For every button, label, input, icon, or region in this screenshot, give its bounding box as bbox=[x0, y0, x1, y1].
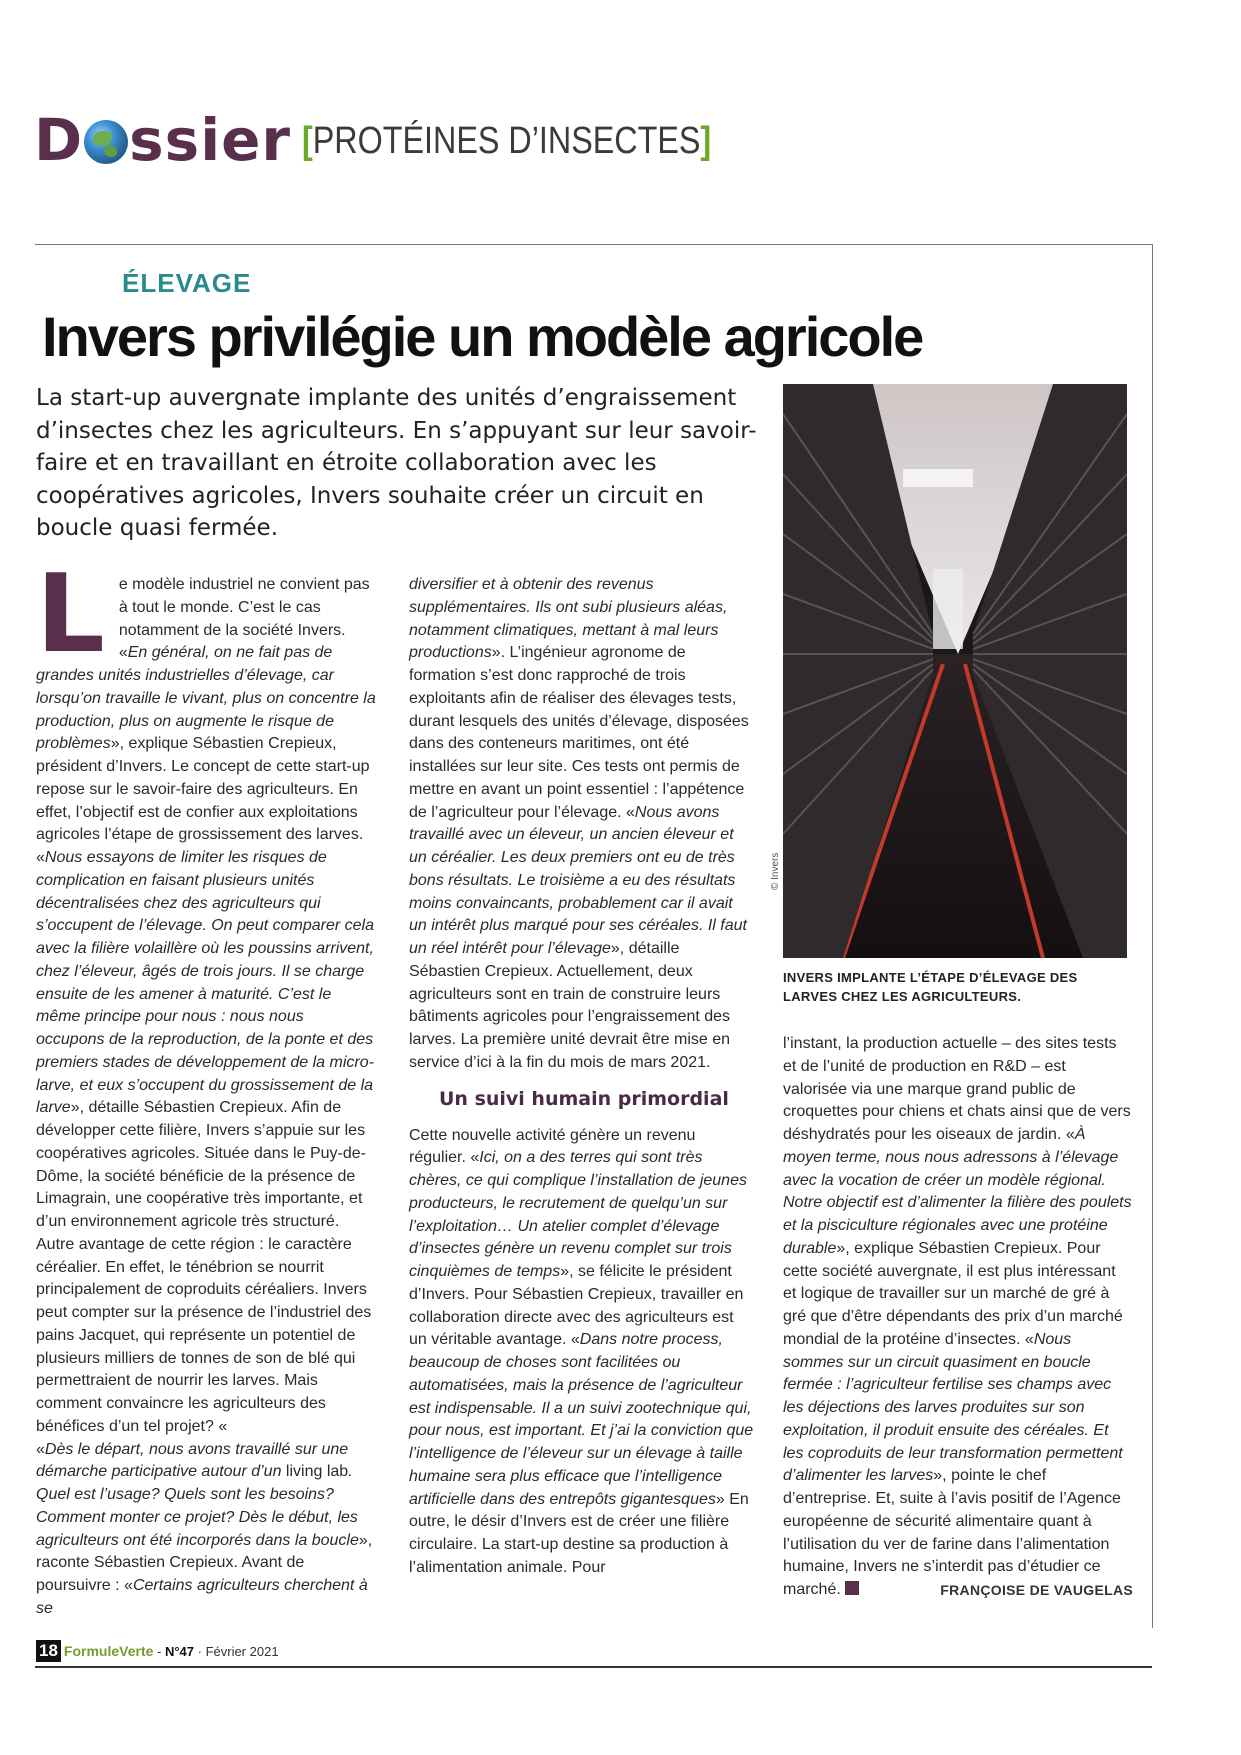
bottom-divider bbox=[35, 1666, 1152, 1668]
section-tag: [PROTÉINES D’INSECTES] bbox=[302, 120, 712, 162]
article-headline: Invers privilégie un modèle agricole bbox=[42, 305, 923, 368]
photo-caption: INVERS IMPLANTE L’ÉTAPE D’ÉLEVAGE DES LARVES CHEZ LES AGRICULTEURS. bbox=[783, 970, 1078, 1004]
body-column-2 bbox=[409, 574, 754, 1580]
drop-cap: L bbox=[36, 552, 105, 677]
body-column-3 bbox=[783, 1033, 1133, 1602]
dossier-logo bbox=[34, 100, 291, 180]
body-paragraph: Cette nouvelle activité génère un revenu régulier. «Ici, on a des terres qui sont très chères, ce qui complique l’installation de jeunes producteurs, le recrutement de quelqu’un sur l’exploitation… Un atelier complet d’élevage d’insectes génère un revenu complet sur trois cinquièmes de temps», se félicite le président d’Invers. Pour Sébastien Crepieux, travailler en collaboration directe avec des agriculteurs est un véritable avantage. «Dans notre process, beaucoup de choses sont facilitées ou automatisées, mais la présence de l’agriculteur est indispensable. Il a un suivi zootechnique qui, pour nous, est important. Et j’ai la conviction que l’intelligence de l’éleveur sur un élevage à taille humaine sera plus efficace que l’intelligence artificielle dans des entrepôts gigantesques» En outre, le désir d’Invers est de créer une filière circulaire. La start-up destine sa production à l’alimentation animale. Pour bbox=[409, 1126, 754, 1576]
right-divider bbox=[1152, 244, 1153, 1628]
section-label: PROTÉINES D’INSECTES bbox=[312, 120, 701, 162]
subheading: Un suivi humain primordial bbox=[439, 1087, 729, 1110]
article-standfirst: La start-up auvergnate implante des unités d’engraissement d’insectes chez les agriculteurs. En s’appuyant sur leur savoir-faire et en travaillant en étroite collaboration avec les coopératives agricoles, Invers souhaite créer un circuit en boucle quasi fermée. bbox=[36, 385, 757, 541]
page-number: 18 bbox=[36, 1640, 61, 1662]
body-column-1 bbox=[36, 552, 376, 1621]
globe-icon bbox=[84, 120, 128, 164]
page-footer: 18 FormuleVerte - N°47 · Février 2021 bbox=[36, 1640, 279, 1663]
body-paragraph: e modèle industriel ne convient pas à tout le monde. C’est le cas notamment de la société Invers. «En général, on ne fait pas de grandes unités industrielles d’élevage, car lorsqu’on travaille le vivant, plus on concentre la production, plus on augmente le risque de problèmes», explique Sébastien Crepieux, président d’Invers. Le concept de cette start-up repose sur le savoir-faire des agriculteurs. En effet, l’objectif est de confier aux exploitations agricoles l’étape de grossissement des larves. «Nous essayons de limiter les risques de complication en faisant plusieurs unités décentralisées chez des agriculteurs qui s’occupent de l’élevage. On peut comparer cela avec la filière volaillère où les poussins arrivent, chez l’éleveur, âgés de trois jours. Il se charge ensuite de les amener à maturité. C’est le même principe pour nous : nous nous occupons de la reproduction, de la ponte et des premiers stades de développement de la micro-larve, et eux s’occupent du grossissement de la larve», détaille Sébastien Crepieux. Afin de développer cette filière, Invers s’appuie sur les coopératives agricoles. Située dans le Puy-de-Dôme, la société bénéficie de la présence de Limagrain, une coopérative très importante, et d’un environnement agricole très structuré. Autre avantage de cette région : le caractère céréalier. En effet, le ténébrion se nourrit principalement de coproduits céréaliers. Invers peut compter sur la présence de l’industriel des pains Jacquet, qui représente un potentiel de plusieurs milliers de tonnes de son de blé qui permettraient de nourrir les larves. Mais comment convaincre les agriculteurs des bénéfices d’un tel projet? « «Dès le départ, nous avons travaillé sur une démarche participative autour d’un living lab. Quel est l’usage? Quels sont les besoins? Comment monter ce projet? Dès le début, les agriculteurs ont été incorporés dans la boucle», raconte Sébastien Crepieux. Avant de poursuivre : «Certains agriculteurs cherchent à se bbox=[36, 576, 376, 1617]
article-kicker: ÉLEVAGE bbox=[122, 268, 252, 298]
logo-suffix: ssier bbox=[129, 106, 292, 174]
issue-number: N°47 bbox=[164, 1644, 195, 1659]
top-divider bbox=[35, 244, 1152, 245]
issue-date: · Février 2021 bbox=[194, 1644, 279, 1659]
magazine-name: FormuleVerte bbox=[63, 1643, 154, 1659]
body-paragraph: diversifier et à obtenir des revenus supplémentaires. Ils ont subi plusieurs aléas, notamment climatiques, mettant à mal leurs productions». L’ingénieur agronome de formation s’est donc rapproché de trois exploitants afin de réaliser des élevages tests, durant lesquels des unités d’élevage, disposées dans des conteneurs maritimes, ont été installées sur leur site. Ces tests ont permis de mettre en avant un point essentiel : l’appétence de l’agriculteur pour l’élevage. «Nous avons travaillé avec un éleveur, un ancien éleveur et un céréalier. Les deux premiers ont eu de très bons résultats. Le troisième a eu des résultats moins convaincants, probablement car il avait un intérêt plus marqué pour ses céréales. Il faut un réel intérêt pour l’élevage», détaille Sébastien Crepieux. Actuellement, deux agriculteurs sont en train de construire leurs bâtiments agricoles pour l’engraissement des larves. La première unité devrait être mise en service d’ici à la fin du mois de mars 2021. bbox=[409, 576, 749, 1071]
article-photo bbox=[783, 384, 1127, 958]
author-byline: FRANÇOISE DE VAUGELAS bbox=[940, 1582, 1133, 1598]
logo-prefix: D bbox=[34, 106, 84, 174]
body-paragraph: l’instant, la production actuelle – des sites tests et de l’unité de production en R&D – est valorisée via une marque grand public de croquettes pour chiens et chats ainsi que de vers déshydratés pour les oiseaux de jardin. «À moyen terme, nous nous adressons à l’élevage avec la vocation de créer un modèle régional. Notre objectif est d’alimenter la filière des poulets et la pisciculture régionales avec une protéine durable», explique Sébastien Crepieux. Pour cette société auvergnate, il est plus intéressant et logique de travailler sur un marché de gré à gré que d’être dépendants des prix d’un marché mondial de la protéine d’insectes. «Nous sommes sur un circuit quasiment en boucle fermée : l’agriculteur fertilise ses champs avec les déjections des larves produites sur son exploitation, il produit ensuite des céréales. Et les coproduits de leur transformation permettent d’alimenter les larves», pointe le chef d’entreprise. Et, suite à l’avis positif de l’Agence européenne de sécurité alimentaire quant à l’utilisation du ver de farine dans l’alimentation humaine, Invers ne s’interdit pas d’étudier ce marché. FRANÇOISE DE VAUGELAS bbox=[783, 1033, 1133, 1602]
end-mark-icon bbox=[845, 1581, 859, 1595]
photo-credit: © Invers bbox=[770, 852, 781, 890]
